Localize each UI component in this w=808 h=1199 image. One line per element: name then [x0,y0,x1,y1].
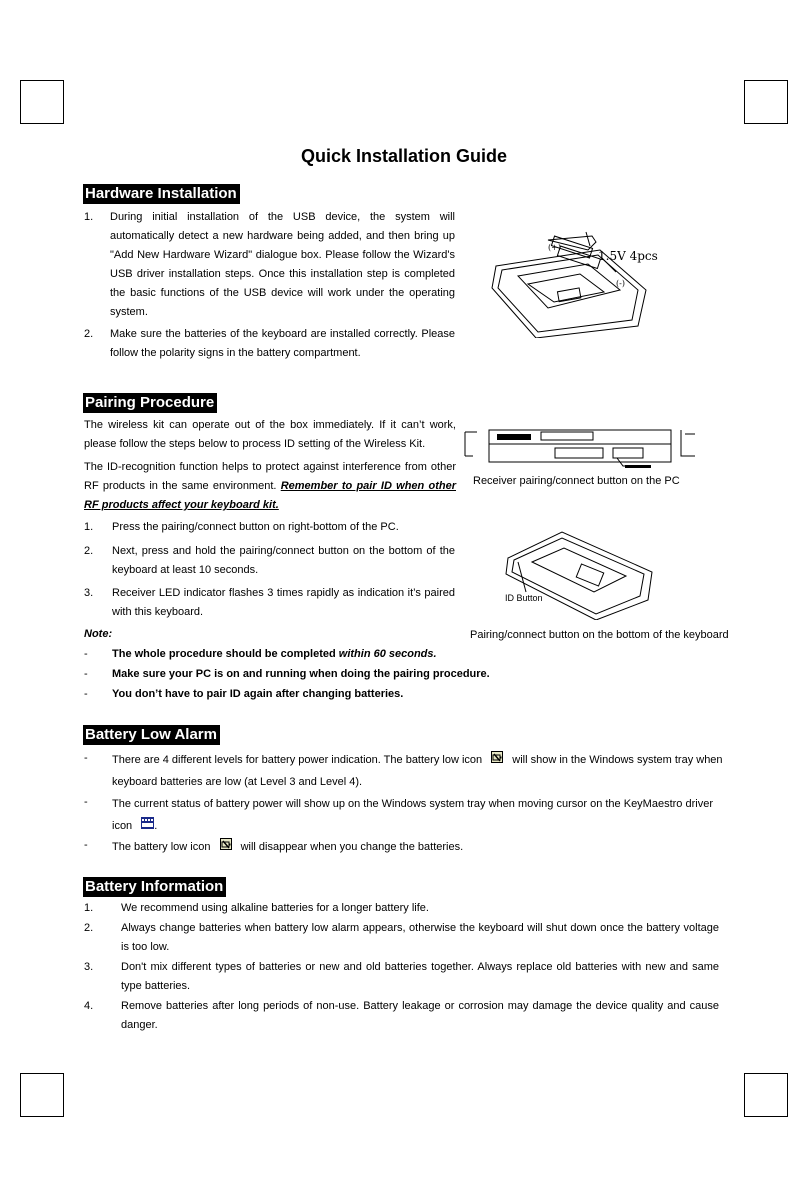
note-item-3 [84,685,484,705]
battery-low-item-2-after: . [154,820,158,832]
pairing-step-2 [84,542,456,582]
battery-low-item-2-text [112,793,724,837]
battery-information-heading: Battery Information [83,877,226,897]
battery-low-item-2-dash: - [84,796,88,808]
note-item-2-dash: - [84,668,88,680]
hardware-item-2-number: 2. [84,328,94,340]
battery-low-item-3-after: will disappear when you change the batteries. [240,841,464,853]
battery-info-item-3-text: Don't mix different types of batteries or new and old batteries together. Always replace old batteries with new and same type batteries. [121,961,719,992]
battery-low-item-3-text [112,836,724,858]
pairing-step-1 [84,518,456,538]
battery-low-item-3-dash: - [84,839,88,851]
corner-mark-bottom-right [744,1073,788,1117]
battery-low-item-1-before: There are 4 different levels for battery power indication. The battery low icon [112,754,483,766]
battery-info-item-4-text: Remove batteries after long periods of non-use. Battery leakage or corrosion may damage the device quality and cause danger. [121,1000,719,1031]
note-item-3-text: You don’t have to pair ID again after changing batteries. [112,688,404,700]
battery-info-item-3 [84,958,720,998]
pairing-step-2-text: Next, press and hold the pairing/connect button on the bottom of the keyboard at least 10 seconds. [112,545,455,576]
battery-info-item-2 [84,919,720,959]
hardware-item-2-text: Make sure the batteries of the keyboard are installed correctly. Please follow the polarity signs in the battery compartment. [110,328,455,359]
pairing-intro-paragraph: The wireless kit can operate out of the box immediately. If it can’t work, please follow the steps below to process ID setting of the Wireless Kit. [84,419,456,450]
receiver-pairing-caption: Receiver pairing/connect button on the PC [473,475,680,487]
note-item-1-dash: - [84,648,88,660]
battery-low-item-2 [84,793,724,837]
battery-info-item-3-number: 3. [84,961,94,973]
hardware-item-1-number: 1. [84,211,94,223]
hardware-installation-heading: Hardware Installation [83,184,240,204]
battery-low-item-1-text [112,749,724,793]
battery-low-icon [491,751,503,763]
pairing-step-3-text: Receiver LED indicator flashes 3 times rapidly as indication it’s paired with this keyboard. [112,587,455,618]
corner-mark-top-left [20,80,64,124]
pairing-step-3 [84,584,456,624]
note-item-1 [84,645,484,665]
note-item-1-text-wrap [112,645,492,664]
battery-info-item-4 [84,997,720,1037]
pairing-id-text: The ID-recognition function helps to protect against interference from other RF products in the same environment. [84,461,456,492]
battery-info-item-2-number: 2. [84,922,94,934]
battery-low-icon [220,838,232,850]
note-item-1-text: The whole procedure should be completed [112,648,339,660]
pairing-step-1-number: 1. [84,521,94,533]
battery-low-item-1-dash: - [84,752,88,764]
corner-mark-bottom-left [20,1073,64,1117]
page-title: Quick Installation Guide [300,146,508,166]
pairing-id-warning: Remember to pair ID when other RF products affect your keyboard kit. [84,480,456,511]
battery-low-item-1 [84,749,724,793]
note-item-3-dash: - [84,688,88,700]
battery-low-item-2-before: The current status of battery power will show up on the Windows system tray when moving cursor on the KeyMaestro driver icon [112,798,713,832]
battery-plus-label: (+) [548,243,561,252]
battery-low-item-3 [84,836,724,858]
battery-low-alarm-heading: Battery Low Alarm [83,725,220,745]
battery-info-item-4-number: 4. [84,1000,94,1012]
battery-low-item-1-after: will show in the Windows system tray when keyboard batteries are low (at Level 3 and Level 4). [112,754,723,788]
battery-info-item-1-number: 1. [84,902,94,914]
note-item-2 [84,665,504,685]
keyboard-pairing-caption: Pairing/connect button on the bottom of the keyboard [470,629,729,641]
keymaestro-driver-icon [141,817,154,829]
hardware-item-2 [84,325,456,365]
battery-info-item-2-text: Always change batteries when battery low alarm appears, otherwise the keyboard will shut down once the battery voltage is too low. [121,922,719,953]
battery-info-item-1 [84,899,720,919]
battery-minus-label: (-) [616,279,625,288]
pairing-step-2-number: 2. [84,545,94,557]
keyboard-bottom-figure [502,528,662,620]
battery-spec-label: 1.5V 4pcs [598,249,658,263]
id-button-label: ID Button [505,593,543,603]
note-label: Note: [84,628,113,640]
corner-mark-top-right [744,80,788,124]
receiver-pc-figure [463,426,713,470]
note-item-1-emphasis: within 60 seconds. [338,648,437,660]
pairing-id-paragraph [84,458,456,515]
pairing-procedure-heading: Pairing Procedure [83,393,217,413]
note-item-2-text: Make sure your PC is on and running when doing the pairing procedure. [112,668,490,680]
battery-info-item-1-text: We recommend using alkaline batteries for a longer battery life. [121,902,429,914]
pairing-step-3-number: 3. [84,587,94,599]
hardware-item-1 [84,208,456,320]
hardware-item-1-text: During initial installation of the USB device, the system will automatically detect a new hardware being added, and then bring up "Add New Hardware Wizard" dialogue box. Please follow the Wizard's USB driver installation steps. Once this installation step is completed the basic functions of the USB device will work under the operating system. [110,211,455,318]
battery-low-item-3-before: The battery low icon [112,841,211,853]
keyboard-battery-figure [488,228,658,338]
pairing-step-1-text: Press the pairing/connect button on right-bottom of the PC. [112,521,399,533]
